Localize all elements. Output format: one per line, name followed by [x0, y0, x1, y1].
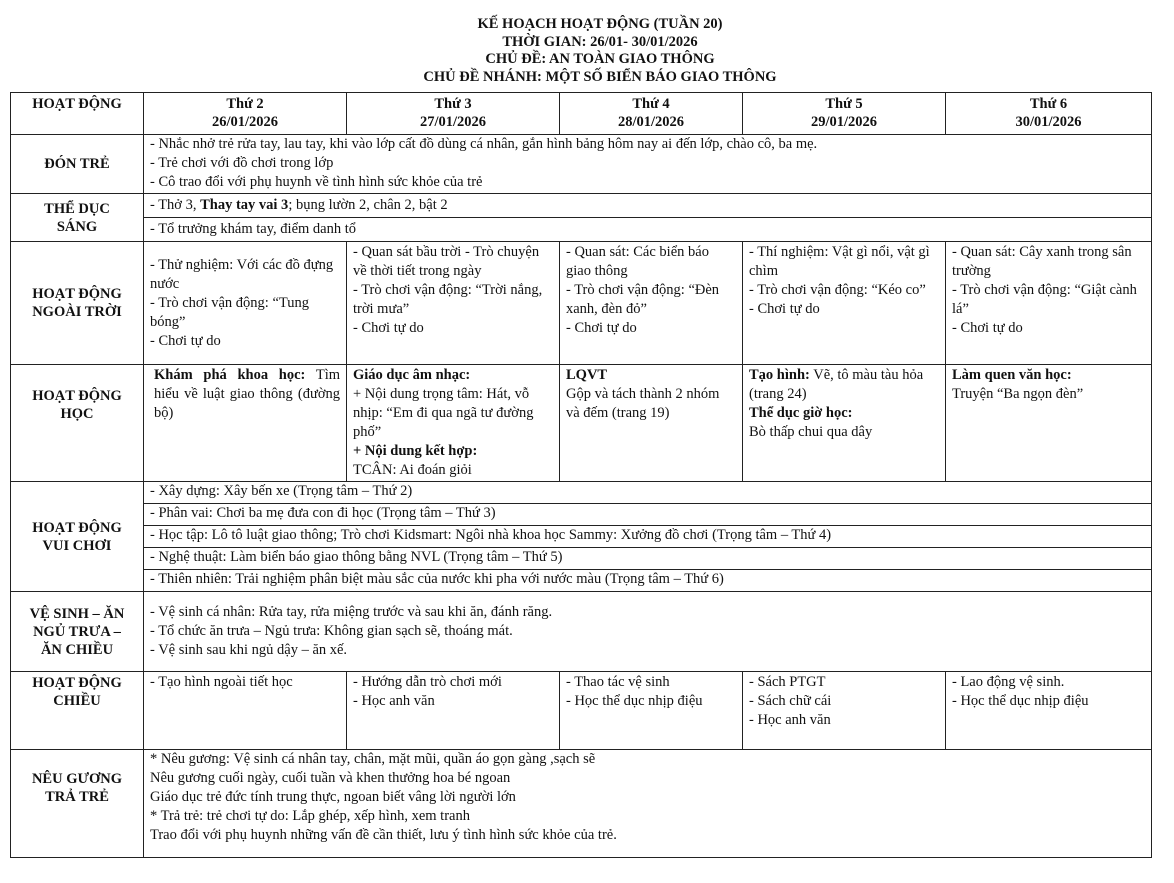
header-row: [11, 93, 1152, 135]
the-duc-check: - Tổ trưởng khám tay, điểm danh tổ: [144, 218, 1152, 242]
row-label: HOẠT ĐỘNG HỌC: [11, 365, 144, 482]
time-line: THỜI GIAN: 26/01- 30/01/2026: [502, 33, 698, 50]
neu-guong-content: * Nêu gương: Vệ sinh cá nhân tay, chân, mặt mũi, quần áo gọn gàng ,sạch sẽ Nêu gương cuối ngày, cuối tuần và khen thưởng hoa bé ngoan Giáo dục trẻ đức tính trung thực, ngoan biết vâng lời người lớn * Trả trẻ: trẻ chơi tự do: Lắp ghép, xếp hình, xem tranh Trao đổi với phụ huynh những vấn đề cần thiết, lưu ý tình hình sức khỏe của trẻ.: [144, 750, 1152, 858]
corner-cell: HOẠT ĐỘNG: [11, 93, 144, 135]
the-duc-exercise: - Thở 3, Thay tay vai 3; bụng lườn 2, chân 2, bật 2: [144, 194, 1152, 218]
row-vui-choi: [11, 482, 1152, 504]
row-label: HOẠT ĐỘNG CHIỀU: [11, 672, 144, 750]
ngoai-troi-wed: - Quan sát: Các biển báo giao thông - Trò chơi vận động: “Đèn xanh, đèn đỏ” - Chơi tự do: [560, 242, 743, 365]
vui-choi-item: - Phân vai: Chơi ba mẹ đưa con đi học (Trọng tâm – Thứ 3): [144, 504, 1152, 526]
row-label: ĐÓN TRẺ: [11, 135, 144, 194]
row-chieu: [11, 672, 1152, 750]
row-the-duc: [11, 194, 1152, 218]
day-header: Thứ 4 28/01/2026: [560, 93, 743, 135]
row-the-duc-2: [11, 218, 1152, 242]
don-tre-content: - Nhắc nhở trẻ rửa tay, lau tay, khi vào lớp cất đồ dùng cá nhân, gắn hình bảng hôm nay ai đến lớp, chào cô, ba mẹ. - Trẻ chơi với đồ chơi trong lớp - Cô trao đổi với phụ huynh về tình hình sức khỏe của trẻ: [144, 135, 1152, 194]
row-label: HOẠT ĐỘNG VUI CHƠI: [11, 482, 144, 592]
document-title: [150, 0, 1050, 86]
row-label: THỂ DỤC SÁNG: [11, 194, 144, 242]
chieu-wed: - Thao tác vệ sinh - Học thể dục nhịp điệu: [560, 672, 743, 750]
row-label: HOẠT ĐỘNG NGOÀI TRỜI: [11, 242, 144, 365]
ve-sinh-content: - Vệ sinh cá nhân: Rửa tay, rửa miệng trước và sau khi ăn, đánh răng. - Tổ chức ăn trưa – Ngủ trưa: Không gian sạch sẽ, thoáng mát. - Vệ sinh sau khi ngủ dậy – ăn xế.: [144, 592, 1152, 672]
day-header: Thứ 2 26/01/2026: [144, 93, 347, 135]
ngoai-troi-thu: - Thí nghiệm: Vật gì nổi, vật gì chìm - Trò chơi vận động: “Kéo co” - Chơi tự do: [743, 242, 946, 365]
chieu-tue: - Hướng dẫn trò chơi mới - Học anh văn: [347, 672, 560, 750]
row-label: VỆ SINH – ĂN NGỦ TRƯA – ĂN CHIỀU: [11, 592, 144, 672]
day-header: Thứ 5 29/01/2026: [743, 93, 946, 135]
chieu-thu: - Sách PTGT - Sách chữ cái - Học anh văn: [743, 672, 946, 750]
vui-choi-item: - Thiên nhiên: Trải nghiệm phân biệt màu sắc của nước khi pha với nước màu (Trọng tâm – Thứ 6): [144, 570, 1152, 592]
vui-choi-item: - Học tập: Lô tô luật giao thông; Trò chơi Kidsmart: Ngôi nhà khoa học Sammy: Xưởng đồ chơi (Trọng tâm – Thứ 4): [144, 526, 1152, 548]
hoc-fri: Làm quen văn học: Truyện “Ba ngọn đèn”: [946, 365, 1152, 482]
hoc-tue: Giáo dục âm nhạc: + Nội dung trọng tâm: Hát, vỗ nhịp: “Em đi qua ngã tư đường phố” + Nội dung kết hợp: TCÂN: Ai đoán giỏi: [347, 365, 560, 482]
row-ve-sinh: [11, 592, 1152, 672]
schedule-table: [10, 92, 1152, 858]
ngoai-troi-mon: - Thử nghiệm: Với các đồ đựng nước - Trò chơi vận động: “Tung bóng” - Chơi tự do: [144, 242, 347, 365]
day-header: Thứ 6 30/01/2026: [946, 93, 1152, 135]
hoc-thu: Tạo hình: Vẽ, tô màu tàu hỏa (trang 24) Thể dục giờ học: Bò thấp chui qua dây: [743, 365, 946, 482]
hoc-wed: LQVT Gộp và tách thành 2 nhóm và đếm (trang 19): [560, 365, 743, 482]
vui-choi-item: - Nghệ thuật: Làm biển báo giao thông bằng NVL (Trọng tâm – Thứ 5): [144, 548, 1152, 570]
row-label: NÊU GƯƠNG TRẢ TRẺ: [11, 750, 144, 858]
chieu-fri: - Lao động vệ sinh. - Học thể dục nhịp điệu: [946, 672, 1152, 750]
row-ngoai-troi: [11, 242, 1152, 365]
row-don-tre: [11, 135, 1152, 194]
subtheme-line: CHỦ ĐỀ NHÁNH: MỘT SỐ BIỂN BÁO GIAO THÔNG: [423, 68, 777, 85]
ngoai-troi-fri: - Quan sát: Cây xanh trong sân trường - Trò chơi vận động: “Giật cành lá” - Chơi tự do: [946, 242, 1152, 365]
row-hoc: [11, 365, 1152, 482]
row-neu-guong: [11, 750, 1152, 858]
chieu-mon: - Tạo hình ngoài tiết học: [144, 672, 347, 750]
vui-choi-item: - Xây dựng: Xây bến xe (Trọng tâm – Thứ 2): [144, 482, 1152, 504]
day-header: Thứ 3 27/01/2026: [347, 93, 560, 135]
hoc-mon: Khám phá khoa học: Tìm hiểu về luật giao thông (đường bộ): [144, 365, 347, 482]
title-line: KẾ HOẠCH HOẠT ĐỘNG (TUẦN 20): [477, 16, 723, 32]
ngoai-troi-tue: - Quan sát bầu trời - Trò chuyện về thời tiết trong ngày - Trò chơi vận động: “Trời nắng, trời mưa” - Chơi tự do: [347, 242, 560, 365]
theme-line: CHỦ ĐỀ: AN TOÀN GIAO THÔNG: [485, 51, 715, 67]
